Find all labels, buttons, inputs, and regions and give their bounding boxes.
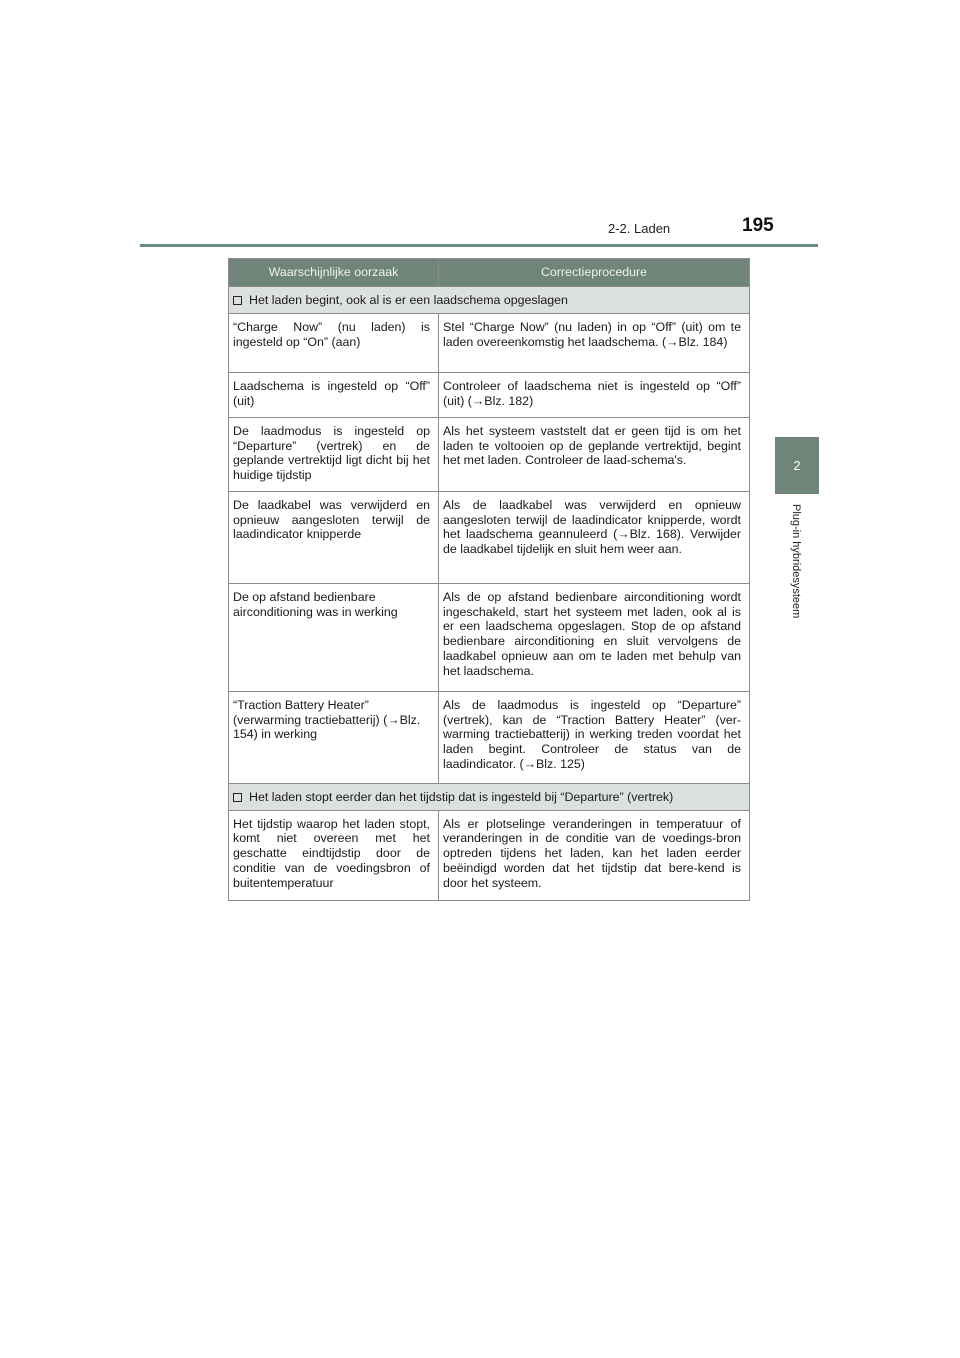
table-row	[229, 417, 750, 491]
cause-cell: “Charge Now” (nu laden) is ingesteld op “On” (aan)	[229, 313, 439, 372]
table-row	[229, 491, 750, 583]
remedy-cell: Als het systeem vaststelt dat er geen tijd is om het laden te voltooien op de geplande vertrektijd, begint het met laden. Controleer de laad-schema's.	[439, 417, 750, 491]
cause-cell: Het tijdstip waarop het laden stopt, komt niet overeen met het geschatte eindtijdstip door de conditie van de voedingsbron of buitentemperatuur	[229, 810, 439, 900]
section-heading	[229, 287, 750, 314]
header-divider	[140, 244, 818, 247]
section-label: Het laden begint, ook al is er een laadschema opgeslagen	[249, 293, 568, 307]
section-row-charging-starts	[229, 287, 750, 314]
header-cause: Waarschijnlijke oorzaak	[229, 259, 439, 287]
page-number: 195	[742, 215, 774, 236]
section-row-charging-stops	[229, 783, 750, 810]
checkbox-icon	[233, 793, 242, 802]
section-label: Het laden stopt eerder dan het tijdstip dat is ingesteld bij “Departure” (vertrek)	[249, 789, 674, 804]
cause-cell: De laadmodus is ingesteld op “Departure” (vertrek) en de geplande vertrektijd ligt dicht bij het huidige tijdstip	[229, 417, 439, 491]
cause-cell: Laadschema is ingesteld op “Off” (uit)	[229, 372, 439, 417]
cause-cell: “Traction Battery Heater” (verwarming tractiebatterij) (→Blz. 154) in werking	[229, 691, 439, 783]
remedy-cell: Controleer of laadschema niet is ingesteld op “Off” (uit) (→Blz. 182)	[439, 372, 750, 417]
chapter-number: 2	[793, 458, 801, 473]
remedy-cell: Als de laadkabel was verwijderd en opnieuw aangesloten terwijl de laadindicator knipperde, wordt het laadschema geannuleerd (→Blz. 168). Verwijder de laadkabel tijdelijk en sluit hem weer aan.	[439, 491, 750, 583]
table-row	[229, 691, 750, 783]
remedy-cell: Als de op afstand bedienbare airconditioning wordt ingeschakeld, start het systeem met laden, ook al is er een laadschema opgeslagen. Stop de op afstand bedienbare airconditioning en sluit vervolgens de laadkabel opnieuw aan om te laden met behulp van het laadschema.	[439, 583, 750, 691]
section-heading	[229, 783, 750, 810]
chapter-title-vertical	[784, 504, 808, 644]
troubleshooting-table	[228, 258, 750, 901]
table-row	[229, 810, 750, 900]
cause-cell: De laadkabel was verwijderd en opnieuw aangesloten terwijl de laadindicator knipperde	[229, 491, 439, 583]
remedy-cell: Als de laadmodus is ingesteld op “Departure” (vertrek), kan de “Traction Battery Heater” (ver-warming tractiebatterij) in werking treden voordat het laden begint. Controleer de status van de laadindicator. (→Blz. 125)	[439, 691, 750, 783]
table-row	[229, 313, 750, 372]
cause-cell: De op afstand bedienbare airconditioning was in werking	[229, 583, 439, 691]
remedy-cell: Als er plotselinge veranderingen in temperatuur of veranderingen in de conditie van de voedings-bron optreden tijdens het laden, kan het laden eerder beëindigd worden dat het tijdstip dat bere-kend is door het systeem.	[439, 810, 750, 900]
section-title: 2-2. Laden	[608, 221, 671, 236]
remedy-cell: Stel “Charge Now” (nu laden) in op “Off” (uit) om te laden overeenkomstig het laadschema. (→Blz. 184)	[439, 313, 750, 372]
table-row	[229, 583, 750, 691]
chapter-tab	[775, 437, 819, 494]
header-remedy: Correctieprocedure	[439, 259, 750, 287]
table-header-row	[229, 259, 750, 287]
table-row	[229, 372, 750, 417]
checkbox-icon	[233, 296, 242, 305]
chapter-title: Plug-in hybridesysteem	[790, 504, 802, 619]
